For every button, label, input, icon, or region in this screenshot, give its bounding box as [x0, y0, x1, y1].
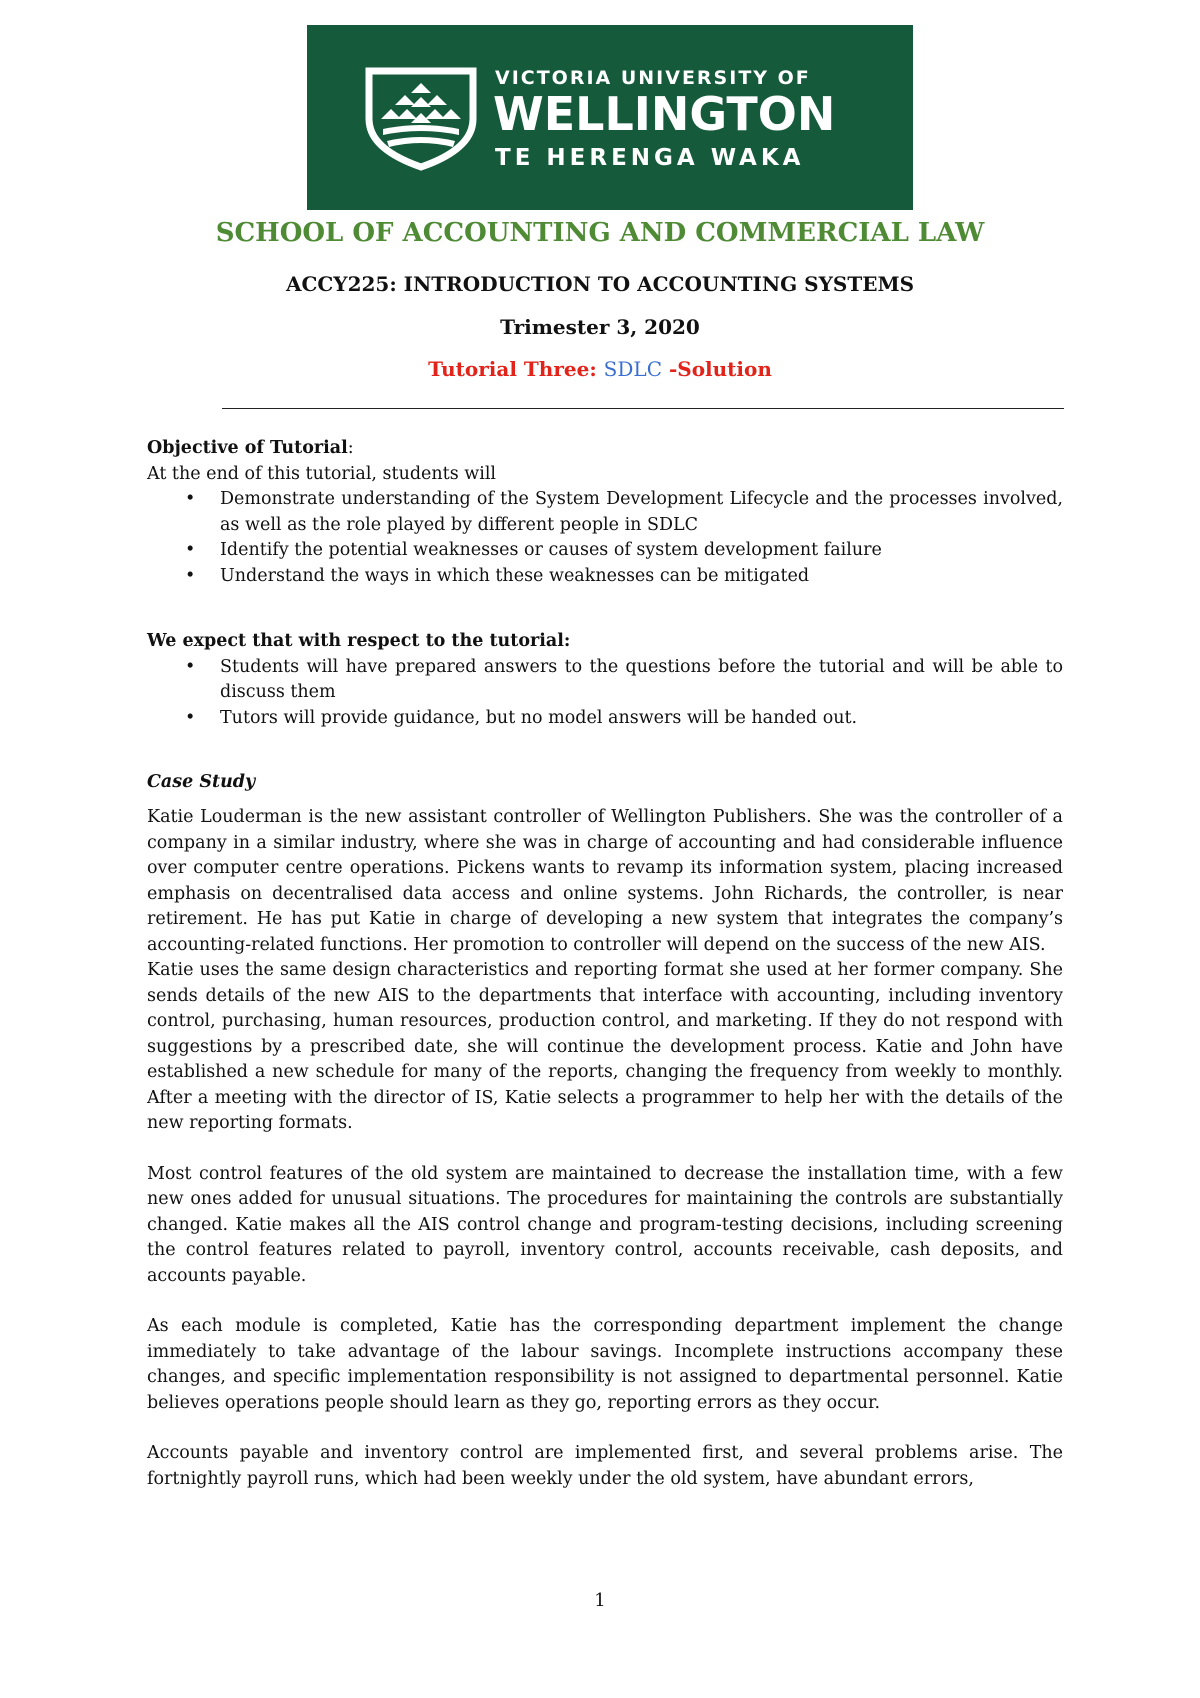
tutorial-prefix: Tutorial Three:	[428, 357, 604, 381]
bullet-icon: •	[185, 540, 196, 560]
bullet-icon: •	[185, 707, 196, 728]
objective-heading-colon: :	[347, 438, 354, 458]
case-study-paragraph-3: Most control features of the old system are maintained to decrease the installation time, with a few new ones added for unusual situations. The procedures for maintaining the controls are substantially changed. Katie makes all the AIS control change and program-testing decisions, including screening the control features related to payroll, inventory control, accounts receivable, cash deposits, and accounts payable.	[147, 1163, 1063, 1286]
case-study-paragraph-2: Katie uses the same design characteristics and reporting format she used at her former company. She sends details of the new AIS to the departments that interface with accounting, including inventory control, purchasing, human resources, production control, and marketing. If they do not respond with suggestions by a prescribed date, she will continue the development process. Katie and John have established a new schedule for many of the reports, changing the frequency from weekly to monthly. After a meeting with the director of IS, Katie selects a programmer to help her with the details of the new reporting formats.	[147, 960, 1063, 1133]
case-study-heading-block	[147, 770, 1063, 796]
university-crest-icon	[365, 67, 477, 171]
logo-line-university-of: VICTORIA UNIVERSITY OF	[495, 67, 811, 89]
expectations-heading: We expect that with respect to the tutorial:	[147, 631, 571, 651]
page-number: 1	[594, 1590, 606, 1611]
bullet-icon: •	[185, 656, 196, 677]
list-item: • Demonstrate understanding of the System Development Lifecycle and the processes involved, as well as the role played by different people in SDLC	[185, 489, 1063, 535]
objective-intro: At the end of this tutorial, students will	[147, 463, 497, 484]
logo-line-wellington: WELLINGTON	[493, 87, 836, 141]
expectations-bullet-list	[147, 655, 1063, 732]
trimester-label: Trimester 3, 2020	[500, 315, 700, 339]
horizontal-divider	[222, 408, 1064, 409]
case-study-paragraph-4: As each module is completed, Katie has the corresponding department implement the change immediately to take advantage of the labour savings. Incomplete instructions accompany these changes, and specific implementation responsibility is not assigned to departmental personnel. Katie believes operations people should learn as they go, reporting errors as they occur.	[147, 1316, 1063, 1413]
tutorial-topic: SDLC	[603, 357, 662, 381]
bullet-icon: •	[185, 565, 196, 586]
expectations-section	[147, 629, 1063, 731]
list-item: • Tutors will provide guidance, but no model answers will be handed out.	[147, 706, 1063, 732]
objective-bullet-list	[147, 487, 1063, 589]
case-study-paragraph-1: Katie Louderman is the new assistant controller of Wellington Publishers. She was the controller of a company in a similar industry, where she was in charge of accounting and had considerable influence over computer centre operations. Pickens wants to revamp its information system, placing increased emphasis on decentralised data access and online systems. John Richards, the controller, is near retirement. He has put Katie in charge of developing a new system that integrates the company’s accounting-related functions. Her promotion to controller will depend on the success of the new AIS.	[147, 807, 1063, 955]
tutorial-title	[0, 357, 1200, 381]
list-item: • Students will have prepared answers to the questions before the tutorial and will be able to discuss them	[185, 656, 1063, 702]
objective-heading-line	[147, 436, 1063, 462]
case-study-paragraph-5: Accounts payable and inventory control are implemented first, and several problems arise. The fortnightly payroll runs, which had been weekly under the old system, have abundant errors,	[147, 1443, 1063, 1489]
tutorial-suffix: -Solution	[662, 357, 772, 381]
list-item: • Identify the potential weaknesses or causes of system development failure	[147, 538, 1063, 564]
school-title: SCHOOL OF ACCOUNTING AND COMMERCIAL LAW	[215, 218, 985, 248]
list-item: • Understand the ways in which these weaknesses can be mitigated	[147, 564, 1063, 590]
objective-section	[147, 436, 1063, 589]
bullet-icon: •	[185, 489, 196, 509]
logo-line-maori-name: TE HERENGA WAKA	[495, 145, 805, 171]
course-title: ACCY225: INTRODUCTION TO ACCOUNTING SYSTEMS	[285, 272, 915, 296]
objective-heading: Objective of Tutorial	[147, 438, 348, 458]
case-study-heading: Case Study	[147, 772, 256, 792]
case-study-body	[147, 805, 1063, 1492]
university-logo-banner	[307, 25, 913, 210]
